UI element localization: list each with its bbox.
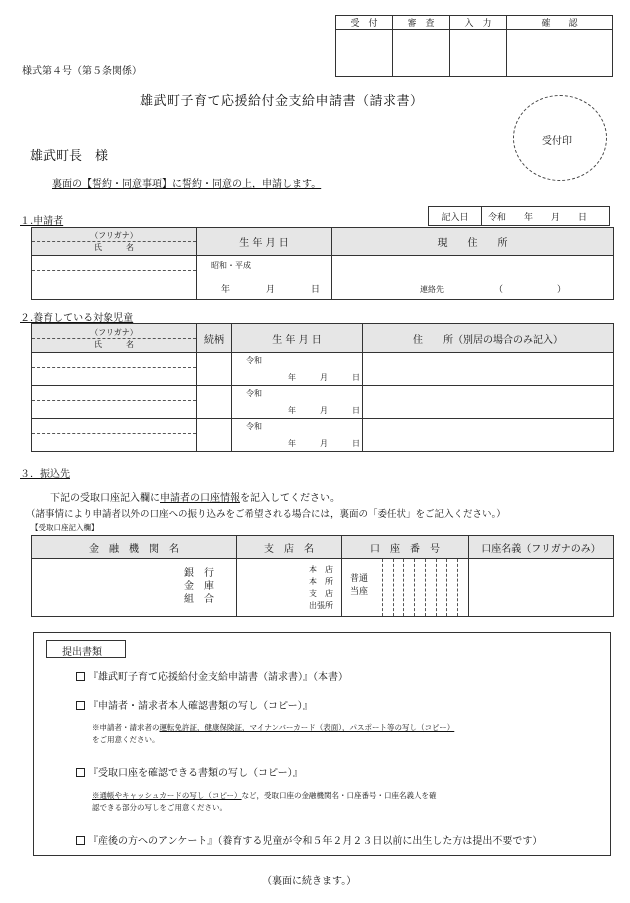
account-number-header: 口 座 番 号 [342, 536, 469, 559]
documents-heading: 提出書類 [62, 647, 102, 658]
stamp-cell [393, 30, 450, 77]
digit-box[interactable] [382, 559, 393, 616]
digit-box[interactable] [393, 559, 404, 616]
instruction-highlight: 申請者の口座情報 [160, 493, 240, 504]
bank-field[interactable] [32, 559, 237, 617]
contact-parens: （ ） [494, 285, 567, 295]
child-address-header: 住 所（別居の場合のみ記入） [363, 324, 614, 353]
entry-date-field[interactable]: 令和 年 月 日 [482, 207, 610, 226]
child-ymd: 年 月 日 [288, 406, 360, 415]
stamp-cell [450, 30, 507, 77]
stamp-header-confirm: 確 認 [507, 16, 613, 30]
instruction-suffix: を記入してください。 [240, 493, 340, 504]
stamp-header-input: 入 力 [450, 16, 507, 30]
child-row [32, 353, 614, 386]
stamp-header-review: 審 査 [393, 16, 450, 30]
doc-item-id [76, 697, 313, 712]
entry-date-label: 記入日 [429, 207, 482, 226]
consent-statement [52, 175, 321, 190]
era-label: 昭和・平成 [211, 261, 251, 270]
contact-label: 連絡先 [420, 285, 444, 294]
branch-types [309, 564, 333, 612]
doc-note-id [92, 722, 454, 733]
account-type-current: 当座 [350, 587, 369, 597]
account-digit-boxes [382, 559, 458, 616]
doc-item-application [76, 668, 348, 683]
doc-item-survey [76, 832, 542, 847]
form-number: 様式第４号（第５条関係） [22, 66, 142, 77]
note-account-underlined: ※通帳やキャッシュカードの写し（コピー） [92, 791, 242, 800]
child-furigana-line [32, 386, 196, 401]
entry-date-box [428, 206, 610, 226]
checkbox-icon[interactable] [76, 836, 85, 845]
branch-type-shucchosho: 出張所 [309, 601, 333, 610]
doc-note-account [92, 790, 437, 801]
note-id-prefix: ※申請者・請求者の [92, 723, 160, 732]
section3-instruction [50, 489, 340, 504]
child-dob-field[interactable] [232, 386, 363, 419]
note-id-underlined: 運転免許証，健康保険証，マイナンバーカード（表面），パスポート等の写し（コピー） [159, 723, 455, 732]
branch-type-shiten: 支 店 [309, 589, 333, 598]
bank-type-union: 組 合 [184, 594, 214, 605]
child-name-header [32, 324, 197, 353]
dob-ymd: 年 月 日 [221, 285, 321, 295]
account-type-ordinary: 普通 [350, 574, 369, 584]
child-furigana-line [32, 353, 196, 368]
doc-item-account [76, 764, 303, 779]
checkbox-icon[interactable] [76, 672, 85, 681]
page-title: 雄武町子育て応援給付金支給申請書（請求書） [140, 94, 424, 109]
footer-continued: （裏面に続きます。） [262, 876, 357, 887]
account-table [31, 535, 614, 617]
name-label: 氏 名 [94, 243, 134, 252]
applicant-address-field[interactable] [332, 256, 614, 300]
applicant-dob-field[interactable] [197, 256, 332, 300]
consent-suffix: に誓約・同意の上，申請します。 [172, 179, 322, 190]
doc-item-account-label: 『受取口座を確認できる書類の写し（コピー）』 [88, 768, 303, 779]
child-name-field[interactable] [32, 386, 197, 419]
section3-note: （諸事情により申請者以外の口座への振り込みをご希望される場合には，裏面の「委任状」をご記入ください。） [26, 509, 506, 520]
consent-prefix: 裏面の [52, 179, 82, 190]
doc-item-application-label: 『雄武町子育て応援給付金支給申請書（請求書）』（本書） [88, 672, 348, 683]
child-era: 令和 [246, 422, 262, 431]
doc-note-account-line2: 認できる部分の写しをご用意ください。 [92, 803, 227, 812]
child-dob-field[interactable] [232, 419, 363, 452]
child-name-label: 氏 名 [94, 339, 134, 349]
child-relation-field[interactable] [197, 386, 232, 419]
applicant-furigana-line [32, 256, 196, 271]
checkbox-icon[interactable] [76, 768, 85, 777]
child-row [32, 386, 614, 419]
child-address-field[interactable] [363, 419, 614, 452]
doc-item-id-label: 『申請者・請求者本人確認書類の写し（コピー）』 [88, 701, 313, 712]
child-furigana-label: （フリガナ） [32, 327, 196, 339]
branch-type-honten: 本 店 [309, 565, 333, 574]
stamp-cell [507, 30, 613, 77]
bank-types [184, 567, 214, 606]
bank-type-bank: 銀 行 [184, 568, 214, 579]
relation-header: 続柄 [197, 324, 232, 353]
child-row [32, 419, 614, 452]
holder-header: 口座名義（フリガナのみ） [469, 536, 614, 559]
holder-field[interactable] [469, 559, 614, 617]
child-era: 令和 [246, 389, 262, 398]
account-number-field[interactable] [342, 559, 469, 617]
addressee: 雄武町長 様 [30, 149, 109, 164]
child-name-field[interactable] [32, 419, 197, 452]
consent-highlight: 【誓約・同意事項】 [82, 179, 172, 190]
branch-type-honsho: 本 所 [309, 577, 333, 586]
furigana-label: （フリガナ） [32, 230, 196, 242]
branch-field[interactable] [237, 559, 342, 617]
children-table [31, 323, 614, 452]
child-furigana-line [32, 419, 196, 434]
child-address-field[interactable] [363, 353, 614, 386]
doc-note-id-line2: をご用意ください。 [92, 735, 160, 744]
digit-box[interactable] [425, 559, 436, 616]
section1-heading: １.申請者 [20, 216, 64, 227]
doc-item-survey-label: 『産後の方へのアンケート』（養育する児童が令和５年２月２３日以前に出生した方は提出不要です） [88, 836, 543, 847]
child-address-field[interactable] [363, 386, 614, 419]
applicant-name-header [32, 228, 197, 256]
section2-heading: ２.養育している対象児童 [20, 313, 134, 324]
bank-type-shinkin: 金 庫 [184, 581, 214, 592]
reception-seal-label: 受付印 [542, 136, 572, 147]
bank-header: 金 融 機 関 名 [32, 536, 237, 559]
section3-heading: ３．振込先 [20, 469, 70, 480]
office-stamp-table [335, 15, 613, 77]
digit-box[interactable] [403, 559, 414, 616]
child-ymd: 年 月 日 [288, 439, 360, 448]
branch-header: 支 店 名 [237, 536, 342, 559]
account-box-label: 【受取口座記入欄】 [31, 523, 99, 532]
child-era: 令和 [246, 356, 262, 365]
stamp-cell [336, 30, 393, 77]
note-account-suffix: など，受取口座の金融機関名・口座番号・口座名義人を確 [241, 791, 437, 800]
child-relation-field[interactable] [197, 353, 232, 386]
child-relation-field[interactable] [197, 419, 232, 452]
address-header: 現 住 所 [332, 228, 614, 256]
child-ymd: 年 月 日 [288, 373, 360, 382]
digit-box[interactable] [446, 559, 458, 616]
child-name-field[interactable] [32, 353, 197, 386]
child-dob-header: 生 年 月 日 [232, 324, 363, 353]
digit-box[interactable] [414, 559, 425, 616]
stamp-header-reception: 受 付 [336, 16, 393, 30]
digit-box[interactable] [436, 559, 447, 616]
dob-header: 生 年 月 日 [197, 228, 332, 256]
applicant-table [31, 227, 614, 300]
instruction-prefix: 下記の受取口座記入欄に [50, 493, 160, 504]
checkbox-icon[interactable] [76, 701, 85, 710]
applicant-name-field[interactable] [32, 256, 197, 300]
account-types [350, 573, 368, 599]
child-dob-field[interactable] [232, 353, 363, 386]
